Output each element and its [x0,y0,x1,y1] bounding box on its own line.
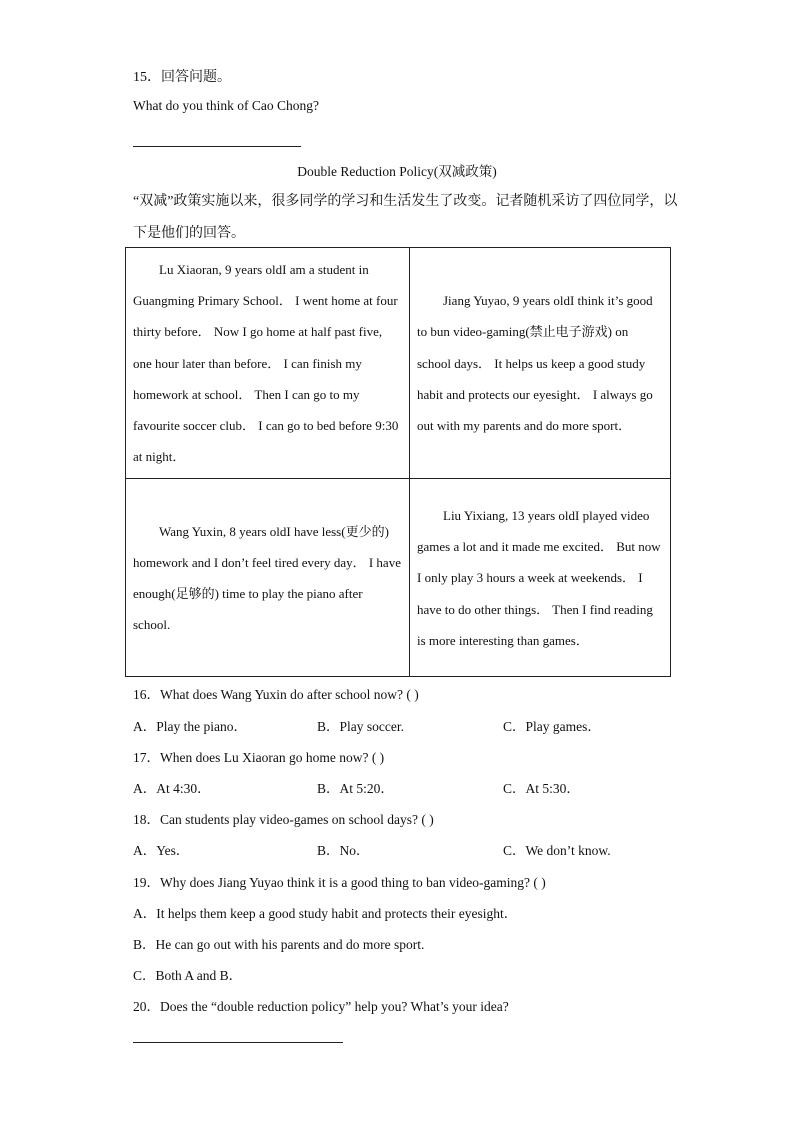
q17-option-c[interactable]: C．At 5:30． [503,781,580,796]
interview-cell-wang [126,479,410,677]
q15-title: 15．回答问题。 [133,70,231,85]
interview-table [125,247,671,677]
q20-stem: 20．Does the “double reduction policy” help you? What’s your idea? [133,999,509,1014]
q19-stem: 19．Why does Jiang Yuyao think it is a good thing to ban video-gaming? ( ) [133,875,546,890]
q16-option-a[interactable]: A．Play the piano． [133,719,247,734]
q16-stem: 16．What does Wang Yuxin do after school now? ( ) [133,687,419,702]
interview-cell-lu [126,248,410,479]
q15-question: What do you think of Cao Chong? [133,98,319,113]
q19-option-a[interactable]: A．It helps them keep a good study habit and protects their eyesight． [133,906,518,921]
q17-option-a[interactable]: A．At 4:30． [133,781,211,796]
q18-option-b[interactable]: B．No． [317,843,370,858]
passage-intro: “双减”政策实施以来，很多同学的学习和生活发生了改变。记者随机采访了四位同学，以下是他们的回答。 [133,194,678,241]
interview-text: I played video games a lot and it made me excited． But now I only play 3 hours a week at weekends． I have to do other things． Then I find reading is more interesting than games． [417,507,661,648]
q20-answer-line[interactable] [133,1042,343,1043]
q16-option-b[interactable]: B．Play soccer. [317,719,404,734]
interviewee-name: Liu Yixiang, 13 years old [443,507,576,523]
interviewee-name: Wang Yuxin, 8 years old [159,523,287,539]
q18-option-a[interactable]: A．Yes． [133,843,190,858]
q16-option-c[interactable]: C．Play games． [503,719,601,734]
interviewee-name: Jiang Yuyao, 9 years old [443,293,570,309]
q19-option-c[interactable]: C．Both A and B． [133,968,243,983]
interview-cell-jiang [410,248,671,479]
interview-text: I have less(更少的) homework and I don’t feel tired every day． I have enough(足够的) time to play the piano after school. [133,523,401,633]
interviewee-name: Lu Xiaoran, 9 years old [159,262,283,277]
interview-text: I am a student in Guangming Primary School． I went home at four thirty before． Now I go home at half past five, one hour later than before． I can finish my homework at school． Then I can go to my favourite soccer club． I can go to bed before 9:30 at night． [133,262,399,465]
interview-cell-liu [410,479,671,677]
interview-text: I think it’s good to bun video-gaming(禁止电子游戏) on school days． It helps us keep a good study habit and protects our eyesight． I always go out with my parents and do more sport． [417,293,653,434]
q17-stem: 17．When does Lu Xiaoran go home now? ( ) [133,750,385,765]
q15-answer-line[interactable] [133,146,301,147]
q18-stem: 18．Can students play video-games on school days? ( ) [133,812,434,827]
passage-title: Double Reduction Policy(双减政策) [297,164,497,179]
q18-option-c[interactable]: C．We don’t know. [503,843,611,858]
q17-option-b[interactable]: B．At 5:20． [317,781,394,796]
q19-option-b[interactable]: B．He can go out with his parents and do more sport. [133,937,425,952]
